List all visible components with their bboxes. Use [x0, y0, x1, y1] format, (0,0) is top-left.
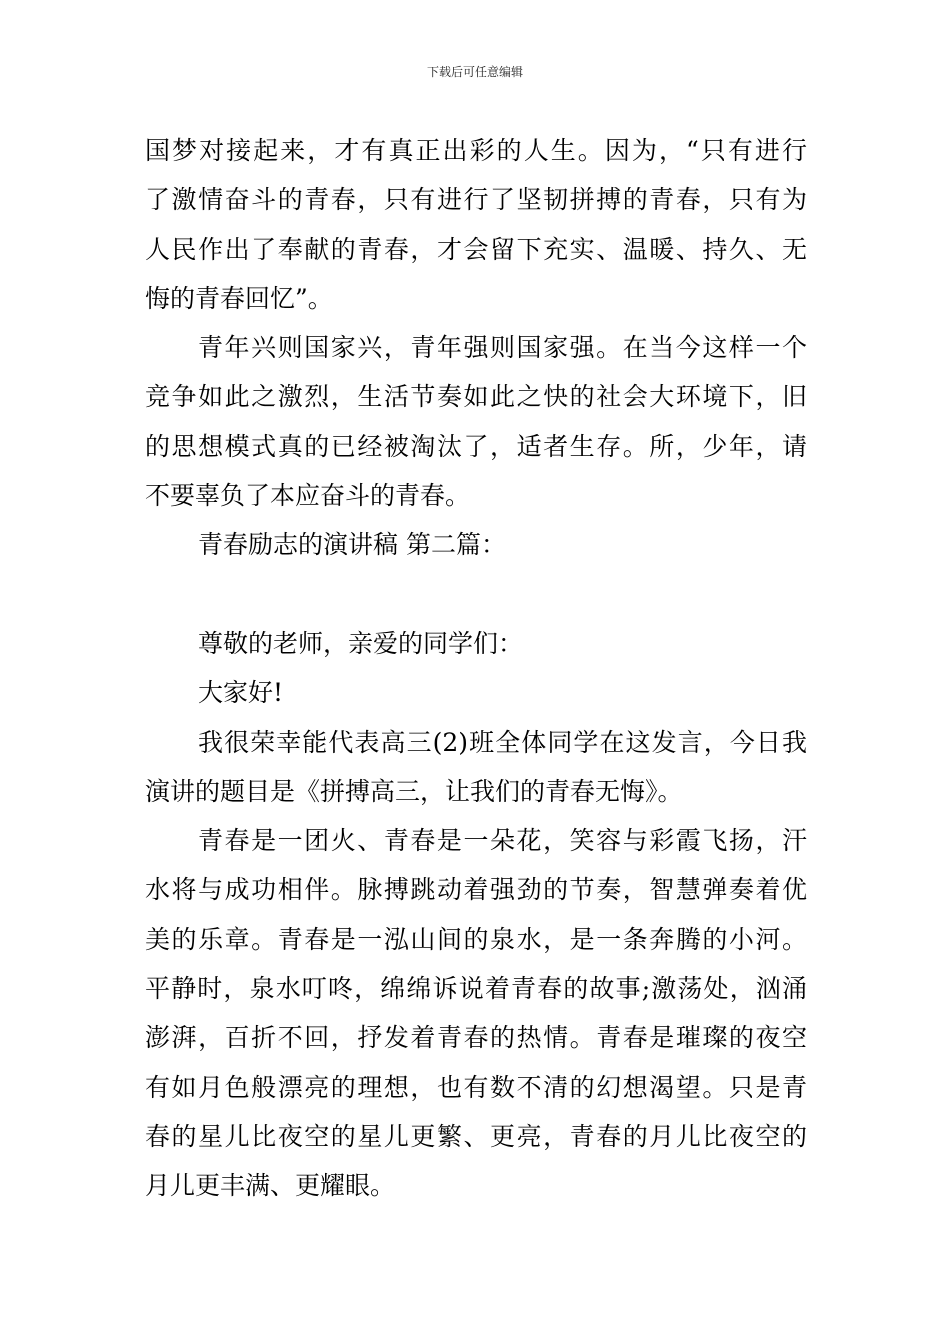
- text-line: 竞争如此之激烈，生活节奏如此之快的社会大环境下，旧: [145, 382, 807, 412]
- text-line: 不要辜负了本应奋斗的青春。: [145, 481, 471, 511]
- paragraph-start-line: 我很荣幸能代表高三(2)班全体同学在这发言，今日我: [198, 727, 807, 757]
- greeting-line: 大家好!: [198, 678, 284, 708]
- paragraph-start-line: 青年兴则国家兴，青年强则国家强。在当今这样一个: [198, 333, 807, 363]
- text-line: 澎湃，百折不回，抒发着青春的热情。青春是璀璨的夜空: [145, 1023, 807, 1053]
- text-line: 演讲的题目是《拼搏高三，让我们的青春无悔》。: [145, 776, 683, 806]
- text-line: 美的乐章。青春是一泓山间的泉水，是一条奔腾的小河。: [145, 924, 807, 954]
- text-line: 月儿更丰满、更耀眼。: [145, 1171, 396, 1201]
- page-header-note: 下载后可任意编辑: [426, 65, 523, 79]
- salutation-line: 尊敬的老师，亲爱的同学们：: [198, 628, 524, 658]
- text-line: 水将与成功相伴。脉搏跳动着强劲的节奏，智慧弹奏着优: [145, 875, 807, 905]
- text-line: 春的星儿比夜空的星儿更繁、更亮，青春的月儿比夜空的: [145, 1121, 807, 1151]
- text-line: 有如月色般漂亮的理想，也有数不清的幻想渴望。只是青: [145, 1072, 807, 1102]
- text-line: 了激情奋斗的青春，只有进行了坚韧拼搏的青春，只有为: [145, 185, 807, 215]
- section-heading: 青春励志的演讲稿 第二篇：: [198, 530, 506, 560]
- paragraph-start-line: 青春是一团火、青春是一朵花，笑容与彩霞飞扬，汗: [198, 826, 807, 856]
- text-line: 平静时，泉水叮咚，绵绵诉说着青春的故事;激荡处，汹涌: [145, 974, 807, 1004]
- text-line: 的思想模式真的已经被淘汰了，适者生存。所，少年，请: [145, 431, 807, 461]
- blank-line: [145, 570, 807, 619]
- text-line: 国梦对接起来，才有真正出彩的人生。因为，“只有进行: [145, 136, 807, 165]
- document-body: [145, 126, 807, 1211]
- text-line: 人民作出了奉献的青春，才会留下充实、温暖、持久、无: [145, 234, 807, 264]
- text-line: 悔的青春回忆”。: [145, 283, 333, 313]
